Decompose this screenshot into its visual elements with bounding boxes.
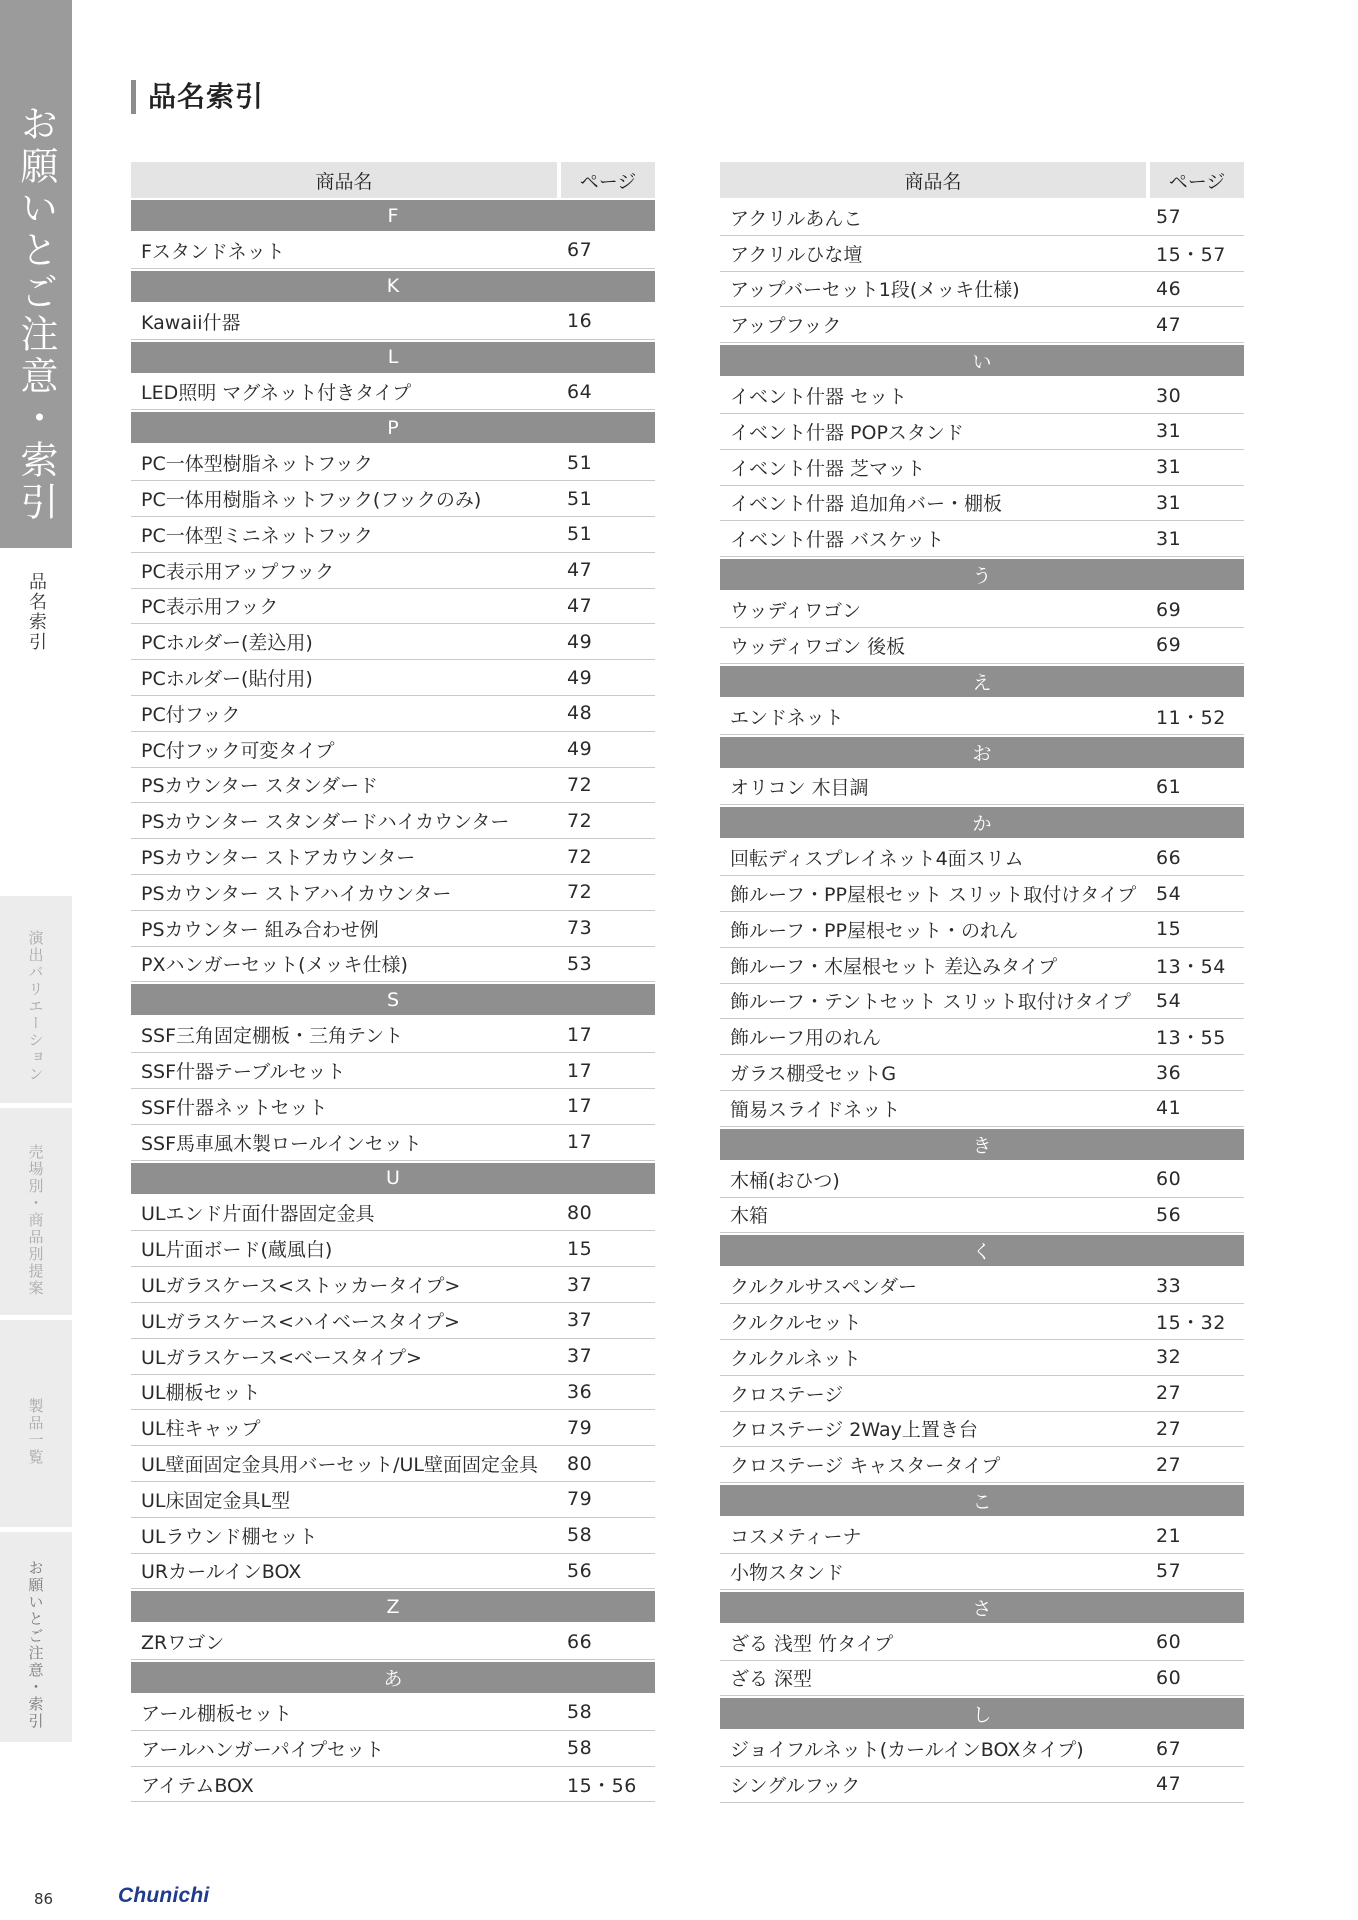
page-ref: 31	[1156, 527, 1182, 550]
product-name: オリコン 木目調	[730, 777, 869, 800]
page-ref: 47	[1156, 1773, 1182, 1796]
table-header	[720, 162, 1244, 198]
page-ref: 47	[567, 594, 593, 617]
page-ref: 27	[1156, 1417, 1182, 1440]
page-ref: 60	[1156, 1666, 1182, 1689]
table-row	[720, 1376, 1244, 1412]
page-ref: 47	[1156, 313, 1182, 336]
page-ref: 56	[1156, 1203, 1182, 1226]
product-name: PCホルダー(差込用)	[141, 632, 313, 655]
section-header: P	[131, 412, 655, 443]
table-row	[720, 486, 1244, 522]
product-name: PSカウンター スタンダードハイカウンター	[141, 811, 510, 834]
product-name: ULエンド片面什器固定金具	[141, 1203, 375, 1226]
product-name: 飾ルーフ・PP屋根セット・のれん	[730, 919, 1018, 942]
page-ref: 57	[1156, 206, 1182, 229]
page-ref: 15・56	[567, 1774, 637, 1797]
table-row	[131, 624, 655, 660]
product-name: SSF三角固定棚板・三角テント	[141, 1025, 404, 1048]
product-name: アイテムBOX	[141, 1774, 254, 1797]
side-tab-proposals-label: 売場別・商品別提案	[26, 1144, 45, 1297]
table-row	[720, 984, 1244, 1020]
page-ref: 67	[1156, 1737, 1182, 1760]
table-row	[720, 272, 1244, 308]
page-ref: 53	[567, 952, 593, 975]
table-row	[131, 768, 655, 804]
table-row	[720, 628, 1244, 664]
page-ref: 72	[567, 809, 593, 832]
page-ref: 72	[567, 845, 593, 868]
product-name: UL柱キャップ	[141, 1418, 261, 1441]
table-row	[720, 1412, 1244, 1448]
table-row	[720, 948, 1244, 984]
page-ref: 49	[567, 666, 593, 689]
page-ref: 30	[1156, 384, 1182, 407]
product-name: イベント什器 芝マット	[730, 457, 926, 480]
product-name: SSF什器ネットセット	[141, 1096, 328, 1119]
product-name: UL片面ボード(蔵風白)	[141, 1239, 333, 1262]
page-ref: 49	[567, 738, 593, 761]
page-ref: 17	[567, 1131, 593, 1154]
table-row	[131, 1410, 655, 1446]
section-header: さ	[720, 1592, 1244, 1623]
page-ref: 66	[1156, 846, 1182, 869]
page-ref: 47	[567, 559, 593, 582]
page-ref: 66	[567, 1630, 593, 1653]
table-row	[131, 1303, 655, 1339]
table-row	[720, 1268, 1244, 1304]
product-name: 飾ルーフ・テントセット スリット取付けタイプ	[730, 991, 1131, 1014]
table-row	[131, 1125, 655, 1161]
table-row	[720, 1055, 1244, 1091]
page-ref: 37	[567, 1273, 593, 1296]
page-ref: 15	[567, 1237, 593, 1260]
page-ref: 21	[1156, 1524, 1182, 1547]
table-row	[131, 911, 655, 947]
table-row	[131, 1017, 655, 1053]
product-name: イベント什器 セット	[730, 386, 908, 409]
table-row	[131, 445, 655, 481]
page-ref: 79	[567, 1488, 593, 1511]
product-name: ウッディワゴン 後板	[730, 635, 906, 658]
page-ref: 33	[1156, 1274, 1182, 1297]
page-ref: 13・54	[1156, 955, 1226, 978]
page-ref: 37	[567, 1309, 593, 1332]
side-tab-product-list[interactable]	[0, 1320, 72, 1527]
product-name: アクリルあんこ	[730, 207, 863, 230]
page-ref: 36	[567, 1380, 593, 1403]
table-row	[131, 732, 655, 768]
page-ref: 80	[567, 1452, 593, 1475]
table-row	[131, 696, 655, 732]
product-name: 簡易スライドネット	[730, 1098, 901, 1121]
table-row	[720, 840, 1244, 876]
product-name: ウッディワゴン	[730, 600, 862, 623]
product-name: PC付フック可変タイプ	[141, 739, 335, 762]
product-name: PC一体用樹脂ネットフック(フックのみ)	[141, 489, 482, 512]
table-row	[131, 1554, 655, 1590]
table-row	[131, 589, 655, 625]
page-ref: 37	[567, 1345, 593, 1368]
page-ref: 15	[1156, 918, 1182, 941]
table-row	[131, 481, 655, 517]
product-name: URカールインBOX	[141, 1561, 302, 1584]
table-row	[131, 1267, 655, 1303]
table-row	[720, 521, 1244, 557]
table-header	[131, 162, 655, 198]
table-row	[131, 839, 655, 875]
page-ref: 58	[567, 1737, 593, 1760]
table-row	[131, 660, 655, 696]
product-name: PC一体型ミニネットフック	[141, 524, 373, 547]
side-tab-product-list-label: 製品一覧	[26, 1398, 45, 1466]
table-row	[720, 378, 1244, 414]
table-row	[720, 1731, 1244, 1767]
product-name: アール棚板セット	[141, 1702, 293, 1725]
product-name: コスメティーナ	[730, 1526, 862, 1548]
page-ref: 31	[1156, 420, 1182, 443]
table-row	[131, 1053, 655, 1089]
column-header-name: 商品名	[131, 162, 557, 198]
section-header: う	[720, 559, 1244, 590]
table-row	[720, 1162, 1244, 1198]
product-name: クルクルセット	[730, 1312, 862, 1335]
page-ref: 57	[1156, 1560, 1182, 1583]
page-ref: 61	[1156, 775, 1182, 798]
page-ref: 80	[567, 1201, 593, 1224]
table-row	[131, 1731, 655, 1767]
product-name: PSカウンター スタンダード	[141, 775, 379, 798]
table-row	[131, 1518, 655, 1554]
column-header-page: ページ	[561, 162, 655, 198]
table-row	[720, 1091, 1244, 1127]
product-name: UL床固定金具L型	[141, 1489, 291, 1512]
table-row	[720, 770, 1244, 806]
section-header: え	[720, 666, 1244, 697]
page-ref: 31	[1156, 456, 1182, 479]
table-row	[720, 414, 1244, 450]
table-row	[131, 1446, 655, 1482]
product-name: 飾ルーフ・PP屋根セット スリット取付けタイプ	[730, 884, 1137, 907]
page-ref: 69	[1156, 634, 1182, 657]
table-row	[720, 1198, 1244, 1234]
product-name: イベント什器 バスケット	[730, 529, 945, 552]
table-row	[131, 1196, 655, 1232]
page-ref: 51	[567, 523, 593, 546]
product-name: アップバーセット1段(メッキ仕様)	[730, 279, 1020, 302]
product-name: イベント什器 POPスタンド	[730, 421, 964, 444]
product-name: イベント什器 追加角バー・棚板	[730, 493, 1003, 516]
page-ref: 54	[1156, 989, 1182, 1012]
table-row	[720, 450, 1244, 486]
product-name: クロステージ	[730, 1383, 844, 1406]
page-ref: 51	[567, 487, 593, 510]
product-name: シングルフック	[730, 1774, 861, 1797]
table-row	[131, 803, 655, 839]
page-ref: 51	[567, 451, 593, 474]
side-tab-current-chapter-label: お願いとご注意・索引	[14, 104, 58, 524]
table-row	[720, 592, 1244, 628]
page-ref: 17	[567, 1023, 593, 1046]
page-ref: 27	[1156, 1453, 1182, 1476]
table-row	[131, 875, 655, 911]
page-ref: 60	[1156, 1168, 1182, 1191]
product-name: PCホルダー(貼付用)	[141, 668, 313, 691]
table-row	[131, 1767, 655, 1803]
product-name: 飾ルーフ・木屋根セット 差込みタイプ	[730, 955, 1058, 978]
index-rows-right	[720, 200, 1244, 1803]
section-header: U	[131, 1163, 655, 1194]
product-name: クルクルサスペンダー	[730, 1276, 917, 1299]
product-name: SSF馬車風木製ロールインセット	[141, 1132, 422, 1155]
page-ref: 54	[1156, 882, 1182, 905]
table-row	[720, 1554, 1244, 1590]
table-row	[131, 947, 655, 983]
product-name: クロステージ 2Way上置き台	[730, 1419, 978, 1442]
side-tab-product-index-label: 品名索引	[26, 572, 47, 652]
product-name: PC表示用アップフック	[141, 560, 335, 583]
page-ref: 56	[567, 1559, 593, 1582]
product-name: SSF什器テーブルセット	[141, 1061, 346, 1084]
product-name: エンドネット	[730, 706, 844, 729]
table-row	[131, 1482, 655, 1518]
page-ref: 36	[1156, 1061, 1182, 1084]
section-header: お	[720, 737, 1244, 768]
product-name: PC表示用フック	[141, 596, 279, 619]
page-ref: 58	[567, 1524, 593, 1547]
page-ref: 73	[567, 917, 593, 940]
product-name: Kawaii什器	[141, 311, 241, 334]
section-header: あ	[131, 1662, 655, 1693]
page-ref: 15・57	[1156, 243, 1226, 266]
product-name: アールハンガーパイプセット	[141, 1738, 385, 1761]
page-ref: 79	[567, 1416, 593, 1439]
page-ref: 72	[567, 881, 593, 904]
side-tab-current-chapter[interactable]	[0, 0, 72, 548]
table-row	[720, 1019, 1244, 1055]
table-row	[720, 236, 1244, 272]
side-tab-proposals[interactable]	[0, 1108, 72, 1315]
page-ref: 60	[1156, 1631, 1182, 1654]
table-row	[720, 307, 1244, 343]
page-ref: 64	[567, 380, 593, 403]
product-name: PC付フック	[141, 703, 241, 726]
section-header: K	[131, 271, 655, 302]
product-name: ULガラスケース<ストッカータイプ>	[141, 1275, 461, 1298]
page-ref: 67	[567, 239, 593, 262]
table-row	[720, 200, 1244, 236]
brand-logo: Chunichi	[118, 1884, 210, 1907]
table-row	[720, 1518, 1244, 1554]
product-name: クロステージ キャスタータイプ	[730, 1455, 1001, 1478]
section-header: し	[720, 1698, 1244, 1729]
product-name: 木桶(おひつ)	[730, 1169, 840, 1192]
page-ref: 32	[1156, 1346, 1182, 1369]
index-table-right	[720, 162, 1244, 1803]
product-name: 小物スタンド	[730, 1561, 845, 1584]
page-number: 86	[34, 1890, 54, 1908]
product-name: ZRワゴン	[141, 1632, 225, 1655]
page-ref: 49	[567, 630, 593, 653]
table-row	[720, 876, 1244, 912]
table-row	[720, 1625, 1244, 1661]
product-name: アクリルひな壇	[730, 243, 863, 266]
product-name: 木箱	[730, 1205, 769, 1228]
product-name: 回転ディスプレイネット4面スリム	[730, 848, 1024, 871]
page-title: 品名索引	[131, 80, 264, 114]
product-name: ジョイフルネット(カールインBOXタイプ)	[730, 1739, 1084, 1762]
table-row	[720, 699, 1244, 735]
product-name: ガラス棚受セットG	[730, 1063, 897, 1086]
table-row	[720, 1447, 1244, 1483]
product-name: UL壁面固定金具用バーセット/UL壁面固定金具	[141, 1454, 539, 1476]
table-row	[131, 1089, 655, 1125]
table-row	[131, 1231, 655, 1267]
table-row	[720, 1340, 1244, 1376]
section-header: く	[720, 1235, 1244, 1266]
column-header-name: 商品名	[720, 162, 1146, 198]
table-row	[131, 1695, 655, 1731]
table-row	[131, 1624, 655, 1660]
side-tab-product-index[interactable]	[0, 560, 72, 675]
page-ref: 69	[1156, 598, 1182, 621]
side-tab-variations-label: 演出バリエーション	[26, 930, 45, 1083]
product-name: PSカウンター 組み合わせ例	[141, 918, 379, 941]
product-name: 飾ルーフ用のれん	[730, 1027, 882, 1050]
product-name: UL棚板セット	[141, 1382, 261, 1405]
page-ref: 17	[567, 1095, 593, 1118]
table-row	[131, 304, 655, 340]
page-ref: 72	[567, 773, 593, 796]
side-tab-notes-index[interactable]	[0, 1532, 72, 1742]
page-ref: 11・52	[1156, 706, 1226, 729]
product-name: ULガラスケース<ハイベースタイプ>	[141, 1310, 460, 1333]
product-name: LED照明 マグネット付きタイプ	[141, 382, 412, 405]
product-name: PSカウンター ストアハイカウンター	[141, 882, 452, 905]
product-name: PXハンガーセット(メッキ仕様)	[141, 954, 408, 977]
product-name: PSカウンター ストアカウンター	[141, 847, 416, 870]
side-tab-variations[interactable]	[0, 896, 72, 1103]
page-ref: 41	[1156, 1097, 1182, 1120]
page-ref: 17	[567, 1059, 593, 1082]
table-row	[131, 233, 655, 269]
section-header: F	[131, 200, 655, 231]
product-name: ULラウンド棚セット	[141, 1525, 318, 1548]
table-row	[131, 517, 655, 553]
product-name: クルクルネット	[730, 1347, 861, 1370]
section-header: き	[720, 1129, 1244, 1160]
column-header-page: ページ	[1150, 162, 1244, 198]
product-name: PC一体型樹脂ネットフック	[141, 453, 373, 476]
product-name: ざる 深型	[730, 1668, 813, 1691]
side-tab-notes-index-label: お願いとご注意・索引	[26, 1560, 45, 1730]
page-ref: 15・32	[1156, 1312, 1226, 1335]
page-ref: 31	[1156, 491, 1182, 514]
table-row	[131, 375, 655, 411]
table-row	[720, 1304, 1244, 1340]
page-ref: 46	[1156, 277, 1182, 300]
table-row	[131, 1375, 655, 1411]
page-ref: 13・55	[1156, 1027, 1226, 1050]
page-ref: 27	[1156, 1382, 1182, 1405]
side-index-tabs	[0, 0, 72, 1920]
table-row	[131, 553, 655, 589]
section-header: S	[131, 984, 655, 1015]
table-row	[720, 1767, 1244, 1803]
section-header: こ	[720, 1485, 1244, 1516]
product-name: ざる 浅型 竹タイプ	[730, 1632, 894, 1655]
page-ref: 48	[567, 702, 593, 725]
table-row	[720, 1661, 1244, 1697]
section-header: Z	[131, 1591, 655, 1622]
index-table-left	[131, 162, 655, 1802]
page-ref: 16	[567, 310, 593, 333]
section-header: い	[720, 345, 1244, 376]
table-row	[131, 1339, 655, 1375]
page-ref: 58	[567, 1701, 593, 1724]
product-name: アップフック	[730, 315, 842, 338]
section-header: か	[720, 807, 1244, 838]
product-name: Fスタンドネット	[141, 240, 285, 263]
section-header: L	[131, 342, 655, 373]
index-rows-left	[131, 200, 655, 1802]
table-row	[720, 912, 1244, 948]
product-name: ULガラスケース<ベースタイプ>	[141, 1346, 422, 1369]
